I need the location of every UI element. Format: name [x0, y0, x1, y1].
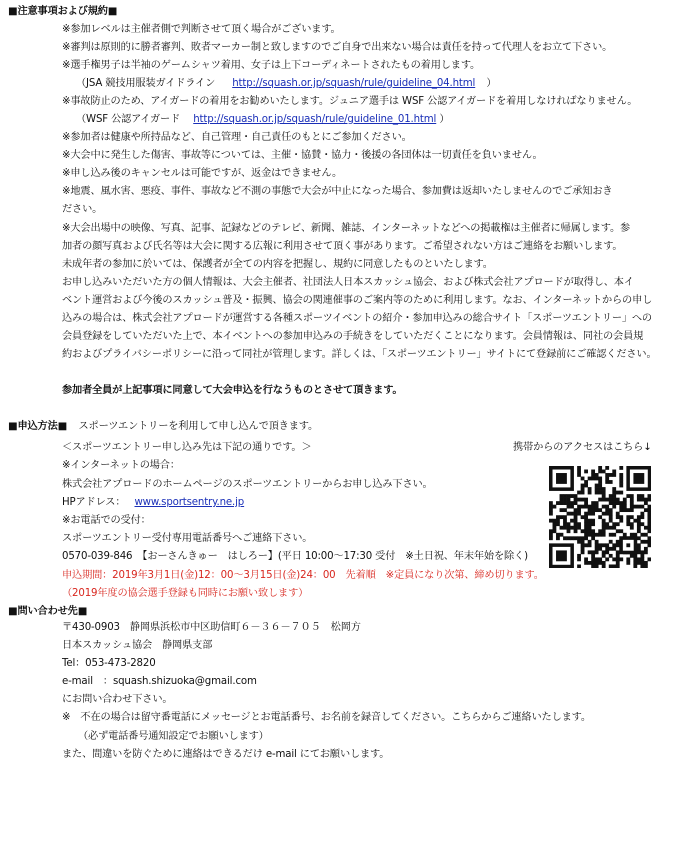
- note-line: 込みの場合は、株式会社アプロードが運営する各種スポーツイベントの紹介・参加申込みの総合サイト「スポーツエントリー」への: [62, 313, 652, 324]
- note-line: 約およびプライバシーポリシーに沿って同社が管理します。詳しくは、「スポーツエントリー」サイトにて登録前にご確認ください。: [62, 349, 657, 360]
- note-line: ※大会中に発生した傷害、事故等については、主催・協賛・協力・後援の各団体は一切責任を負いません。: [62, 150, 543, 161]
- application-period: 申込期間：2019年3月1日(金)12：00～3月15日(金)24：00 先着順 ※定員になり次第、締め切ります。: [62, 570, 544, 581]
- apply-heading-text: スポーツエントリーを利用して申し込んで頂きます。: [78, 421, 318, 432]
- note-line: 加者の顔写真および氏名等は大会に関する広報に利用させて頂く事があります。ご希望されない方はご連絡をお願いします。: [62, 241, 623, 252]
- caller-id-note: （必ず電話番号通知設定でお願いします）: [78, 731, 269, 742]
- note-line: ※選手権男子は半袖のゲームシャツ着用、女子は上下コーディネートされたもの着用します。: [62, 60, 481, 71]
- registration-note: （2019年度の協会選手登録も同時にお願い致します）: [62, 588, 309, 599]
- note-line: 未成年者の参加に於いては、保護者が全ての内容を把握し、規約に同意したものといたします。: [62, 259, 493, 270]
- contact-organization: 日本スカッシュ協会 静岡県支部: [62, 640, 213, 651]
- wsf-eyeguard-link[interactable]: http://squash.or.jp/squash/rule/guideline_01.html: [193, 114, 437, 125]
- agreement-statement: 参加者全員が上記事項に同意して大会申込を行なうものとさせて頂きます。: [62, 385, 403, 396]
- phone-contact-instruction: スポーツエントリー受付専用電話番号へご連絡下さい。: [62, 533, 313, 544]
- wsf-eyeguard-line: [76, 113, 449, 127]
- jsa-guideline-link[interactable]: http://squash.or.jp/squash/rule/guideline_04.html: [232, 78, 476, 89]
- notes-heading: ■注意事項および規約■: [8, 6, 118, 17]
- contact-tel: Tel：053-473-2820: [62, 658, 156, 669]
- note-line: ※大会出場中の映像、写真、記事、記録などのテレビ、新聞、雑誌、インターネットなどへの掲載権は主催者に帰属します。参: [62, 223, 631, 234]
- note-line: ※参加レベルは主催者側で判断させて頂く場合がございます。: [62, 24, 341, 35]
- absent-note: ※ 不在の場合は留守番電話にメッセージとお電話番号、お名前を録音してください。こちらからご連絡いたします。: [62, 712, 591, 723]
- note-line: ※地震、風水害、悪疫、事件、事故など不測の事態で大会が中止になった場合、参加費は返却いたしませんのでご承知おき: [62, 186, 613, 197]
- note-line: ださい。: [62, 204, 103, 215]
- wsf-eyeguard-suffix: ）: [439, 114, 450, 125]
- internet-case-label: ※インターネットの場合：: [62, 460, 180, 471]
- hp-address-label: HPアドレス：: [62, 497, 126, 508]
- qr-code-icon[interactable]: [549, 466, 651, 568]
- contact-heading: ■問い合わせ先■: [8, 606, 88, 617]
- contact-email: e-mail ：squash.shizuoka@gmail.com: [62, 676, 257, 687]
- contact-address: 〒430-0903 静岡県浜松市中区助信町６－３６－７０５ 松岡方: [62, 622, 361, 633]
- jsa-guideline-suffix: ）: [486, 78, 497, 89]
- note-line: ※参加者は健康や所持品など、自己管理・自己責任のもとにご参加ください。: [62, 132, 412, 143]
- contact-ask: にお問い合わせ下さい。: [62, 694, 173, 705]
- eyeguard-line: ※事故防止のため、アイガードの着用をお勧めいたします。ジュニア選手は WSF 公認アイガードを着用しなければなりません。: [62, 96, 638, 107]
- phone-number-line: 0570-039-846 【おーさんきゅー はしろー】(平日 10:00～17:30 受付 ※土日祝、年末年始を除く): [62, 551, 528, 562]
- note-line: 会員登録をしていただいた上で、本イベントへの参加申込みの手続きをしていただくことになります。会員情報は、同社の会員規: [62, 331, 644, 342]
- note-line: ベント運営および今後のスカッシュ普及・振興、協会の関連催事のご案内等のために利用します。なお、インターネットからの申し: [62, 295, 653, 306]
- mobile-access-label: 携帯からのアクセスはこちら↓: [513, 442, 652, 453]
- jsa-guideline-label: （JSA 競技用服装ガイドライン: [76, 78, 216, 89]
- apply-heading: [8, 420, 318, 434]
- hp-address-line: [62, 496, 244, 510]
- apply-heading-title: ■申込方法■: [8, 421, 68, 432]
- jsa-guideline-line: [76, 77, 496, 91]
- homepage-instruction: 株式会社アプロードのホームページのスポーツエントリーからお申し込み下さい。: [62, 479, 433, 490]
- closing-note: また、間違いを防ぐために連絡はできるだけ e-mail にてお願いします。: [62, 749, 390, 760]
- note-line: ※審判は原則的に勝者審判、敗者マーカー制と致しますのでご自身で出来ない場合は責任を持って代理人をお立て下さい。: [62, 42, 613, 53]
- phone-case-label: ※お電話での受付：: [62, 515, 151, 526]
- entry-destination: ＜スポーツエントリー申し込み先は下記の通りです。＞: [62, 442, 312, 453]
- note-line: お申し込みいただいた方の個人情報は、大会主催者、社団法人日本スカッシュ協会、および株式会社アプロードが取得し、本イ: [62, 277, 634, 288]
- note-line: ※申し込み後のキャンセルは可能ですが、返金はできません。: [62, 168, 343, 179]
- hp-address-link[interactable]: www.sportsentry.ne.jp: [134, 497, 245, 508]
- wsf-eyeguard-label: （WSF 公認アイガード: [76, 114, 181, 125]
